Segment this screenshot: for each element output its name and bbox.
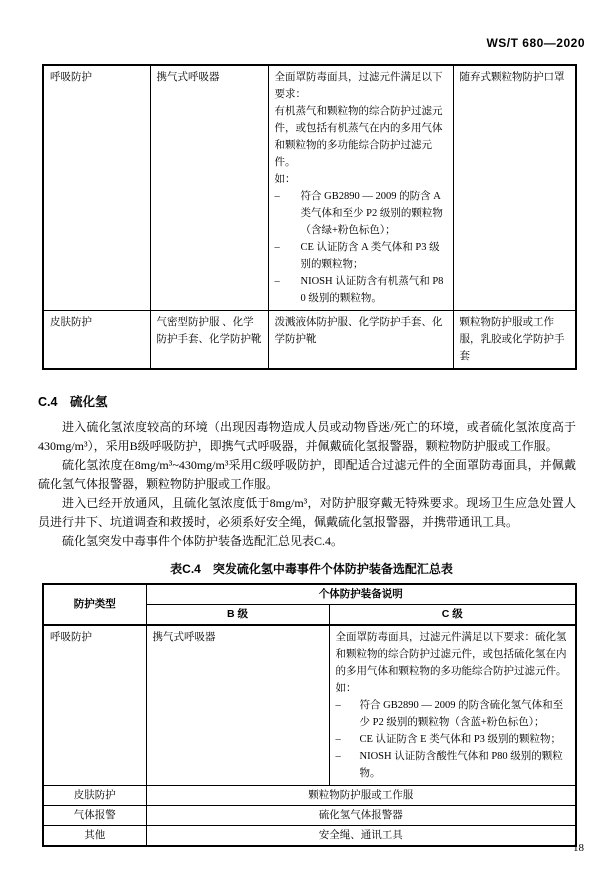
- cell-protection-type: 气体报警: [43, 806, 146, 826]
- body-paragraph: 硫化氢浓度在8mg/m³~430mg/m³采用C级呼吸防护，即配适合过滤元件的全面罩防毒面具，并佩戴硫化氢气体报警器，颗粒物防护服或工作服。: [38, 458, 576, 491]
- cell-b-level: 携气式呼吸器: [150, 65, 268, 311]
- cell-value: 安全绳、通讯工具: [146, 826, 576, 847]
- cell-value: 硫化氢气体报警器: [146, 806, 576, 826]
- table-row-other: [43, 826, 576, 847]
- doc-number: WS/T 680—2020: [486, 36, 585, 50]
- section-heading: C.4 硫化氢: [38, 395, 108, 409]
- cell-protection-type: 呼吸防护: [43, 65, 150, 311]
- list-item: [275, 239, 447, 273]
- header-b-level: B 级: [146, 605, 329, 626]
- cell-protection-type: 其他: [43, 826, 146, 847]
- list-item-text: 符合 GB2890 — 2009 的防含硫化氢气体和至少 P2 级别的颗粒物（含蓝+粉色标色）；: [359, 700, 564, 728]
- table-row-breath: [43, 625, 576, 786]
- table-header-row-1: [43, 584, 576, 605]
- list-item-text: NIOSH 认证防含有机蒸气和 P80 级别的颗粒物。: [300, 276, 444, 304]
- header-c-level: C 级: [329, 605, 576, 626]
- cell-c-level: 泼溅液体防护服、化学防护手套、化学防护靴: [268, 311, 453, 370]
- c-level-text-3: 如：: [274, 174, 296, 185]
- list-item-text: CE 认证防含 A 类气体和 P3 级别的颗粒物；: [300, 242, 440, 270]
- list-item: [275, 273, 447, 307]
- table-row-skin: [43, 786, 576, 806]
- c-level-text-2: 有机蒸气和颗粒物的综合防护过滤元件，或包括有机蒸气在内的多用气体和颗粒物的多功能综合防护过滤元件。: [274, 106, 443, 168]
- body-paragraph: 进入已经开放通风，且硫化氢浓度低于8mg/m³，对防护服穿戴无特殊要求。现场卫生应急处置人员进行井下、坑道调查和救援时，必须系好安全绳，佩戴硫化氢报警器，并携带通讯工具。: [38, 496, 576, 529]
- list-item: [275, 188, 447, 239]
- cell-protection-type: 呼吸防护: [43, 625, 146, 786]
- dash-bullet: –: [335, 751, 341, 762]
- cell-value: 颗粒物防护服或工作服: [146, 786, 576, 806]
- dash-bullet: –: [274, 276, 280, 287]
- table-c4-summary: [42, 583, 577, 847]
- table-row-breath: [43, 65, 576, 311]
- dash-bullet: –: [274, 191, 280, 202]
- list-item-text: 符合 GB2890 — 2009 的防含 A 类气体和至少 P2 级别的颗粒物（含绿+粉色标色）；: [300, 191, 443, 236]
- body-paragraph: 进入硫化氢浓度较高的环境（出现因毒物造成人员或动物昏迷/死亡的环境，或者硫化氢浓度高于430mg/m³），采用B级呼吸防护，即携气式呼吸器，并佩戴硫化氢报警器，颗粒物防护服或工作服。: [38, 420, 576, 453]
- c-level-text-1: 全面罩防毒面具，过滤元件满足以下要求：: [274, 72, 443, 100]
- c-level-intro: 全面罩防毒面具，过滤元件满足以下要求：硫化氢和颗粒物的综合防护过滤元件，或包括硫化氢在内的多用气体和颗粒物的多功能综合防护过滤元件。如：: [335, 632, 567, 694]
- cell-d-level: 随弃式颗粒物防护口罩: [453, 65, 576, 311]
- dash-bullet: –: [335, 700, 341, 711]
- header-protection-type: 防护类型: [43, 584, 146, 625]
- table-respiratory-protection: [42, 64, 577, 370]
- list-item-text: NIOSH 认证防含酸性气体和 P80 级别的颗粒物。: [359, 751, 563, 779]
- cell-b-level: 携气式呼吸器: [146, 625, 329, 786]
- page-number: 18: [573, 842, 584, 854]
- table-row-skin: [43, 311, 576, 370]
- cell-c-level: [268, 65, 453, 311]
- cell-protection-type: 皮肤防护: [43, 311, 150, 370]
- list-item: [336, 731, 570, 748]
- cell-b-level: 气密型防护服 、化学防护手套、化学防护靴: [150, 311, 268, 370]
- table-row-alarm: [43, 806, 576, 826]
- dash-bullet: –: [274, 242, 280, 253]
- dash-bullet: –: [335, 734, 341, 745]
- list-item: [336, 748, 570, 782]
- body-paragraph: 硫化氢突发中毒事件个体防护装备选配汇总见表C.4。: [62, 534, 344, 548]
- header-equipment: 个体防护装备说明: [146, 584, 576, 605]
- table-caption: 表C.4 突发硫化氢中毒事件个体防护装备选配汇总表: [170, 562, 453, 576]
- cell-protection-type: 皮肤防护: [43, 786, 146, 806]
- list-item-text: CE 认证防含 E 类气体和 P3 级别的颗粒物；: [359, 734, 562, 745]
- cell-c-level: [329, 625, 576, 786]
- cell-d-level: 颗粒物防护服或工作服，乳胶或化学防护手套: [453, 311, 576, 370]
- body-text: [38, 418, 576, 551]
- list-item: [336, 697, 570, 731]
